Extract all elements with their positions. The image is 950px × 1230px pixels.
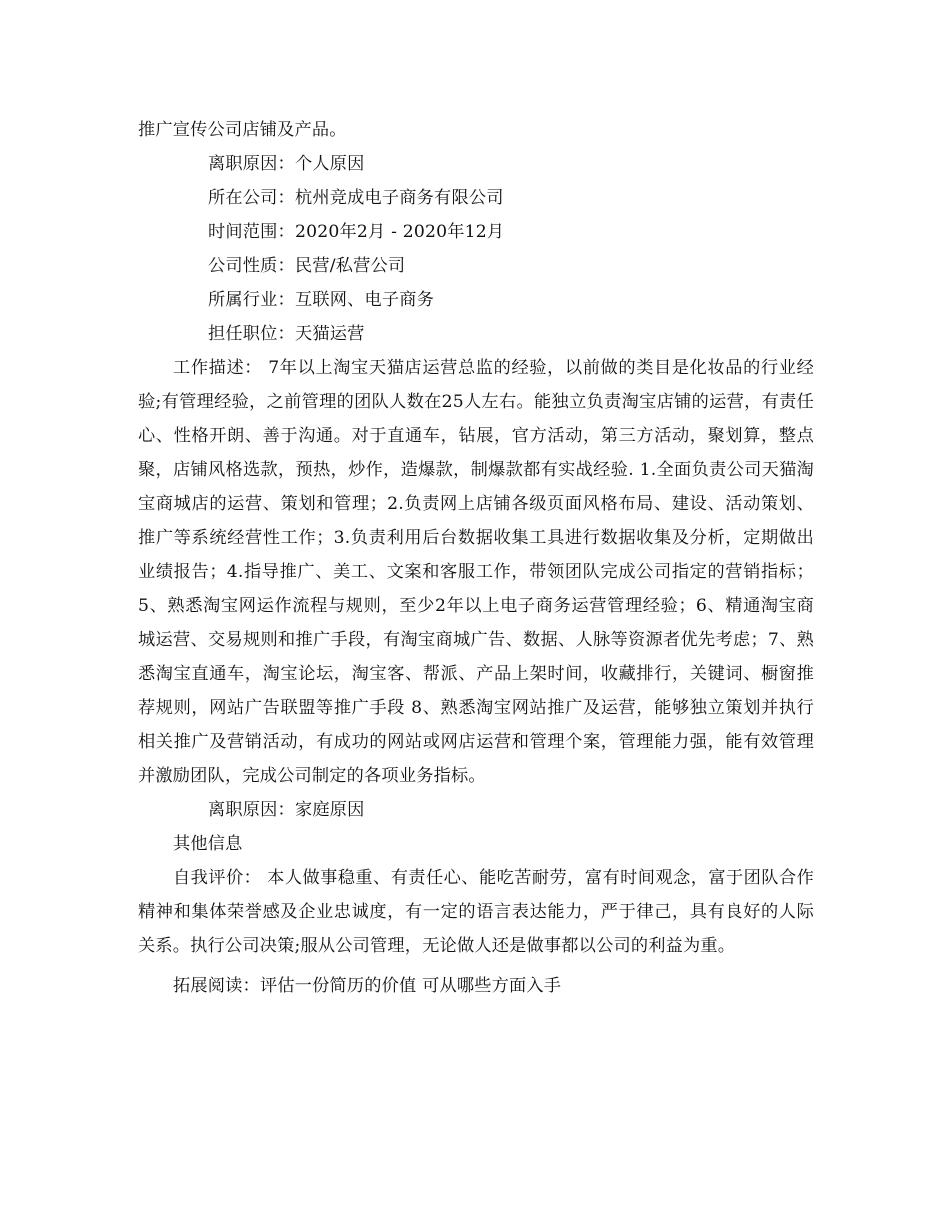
position-value: 天猫运营 <box>294 324 365 344</box>
company-row <box>138 181 814 215</box>
period-label: 时间范围： <box>208 222 295 242</box>
industry-row <box>138 283 814 317</box>
job-description-label: 工作描述： <box>173 358 263 378</box>
job-description-text: 7年以上淘宝天猫店运营总监的经验，以前做的类目是化妆品的行业经验;有管理经验，之前管理的团队人数在25人左右。能独立负责淘宝店铺的运营，有责任心、性格开朗、善于沟通。对于直通车，钻展，官方活动，第三方活动，聚划算，整点聚，店铺风格选款，预热，炒作，造爆款，制爆款都有实战经验. 1.全面负责公司天猫淘宝商城店的运营、策划和管理；2.负责网上店铺各级页面风格布局、建设、活动策划、推广等系统经营性工作；3.负责利用后台数据收集工具进行数据收集及分析，定期做出业绩报告；4.指导推广、美工、文案和客服工作，带领团队完成公司指定的营销指标；5、熟悉淘宝网运作流程与规则，至少2年以上电子商务运营管理经验；6、精通淘宝商城运营、交易规则和推广手段，有淘宝商城广告、数据、人脉等资源者优先考虑；7、熟悉淘宝直通车，淘宝论坛，淘宝客、帮派、产品上架时间，收藏排行，关键词、橱窗推荐规则，网站广告联盟等推广手段 8、熟悉淘宝网站推广及运营，能够独立策划并执行相关推广及营销活动，有成功的网站或网店运营和管理个案，管理能力强，能有效管理并激励团队，完成公司制定的各项业务指标。 <box>138 358 814 786</box>
self-evaluation-paragraph <box>138 861 814 963</box>
company-nature-row <box>138 249 814 283</box>
extended-reading-link: 拓展阅读：评估一份简历的价值 可从哪些方面入手 <box>173 976 562 996</box>
industry-value: 互联网、电子商务 <box>294 290 435 310</box>
leave-reason-1-value: 个人原因 <box>294 154 365 174</box>
leave-reason-2-value: 家庭原因 <box>294 800 365 820</box>
position-row <box>138 317 814 351</box>
job-description-paragraph <box>138 351 814 793</box>
period-value: 2020年2月 - 2020年12月 <box>294 222 505 242</box>
company-nature-value: 民营/私营公司 <box>294 256 406 276</box>
leave-reason-1-row <box>138 147 814 181</box>
company-label: 所在公司： <box>208 188 295 208</box>
document-page <box>138 113 814 1003</box>
leave-reason-2-row <box>138 793 814 827</box>
industry-label: 所属行业： <box>208 290 295 310</box>
self-evaluation-label: 自我评价： <box>173 868 262 888</box>
other-info-heading: 其他信息 <box>173 834 243 854</box>
leave-reason-2-label: 离职原因： <box>208 800 295 820</box>
intro-tail-line: 推广宣传公司店铺及产品。 <box>138 120 347 140</box>
leave-reason-1-label: 离职原因： <box>208 154 295 174</box>
company-value: 杭州竞成电子商务有限公司 <box>294 188 504 208</box>
company-nature-label: 公司性质： <box>208 256 295 276</box>
self-evaluation-text: 本人做事稳重、有责任心、能吃苦耐劳，富有时间观念，富于团队合作精神和集体荣誉感及企业忠诚度，有一定的语言表达能力，严于律己，具有良好的人际关系。执行公司决策;服从公司管理，无论做人还是做事都以公司的利益为重。 <box>138 868 814 956</box>
period-row <box>138 215 814 249</box>
position-label: 担任职位： <box>208 324 295 344</box>
